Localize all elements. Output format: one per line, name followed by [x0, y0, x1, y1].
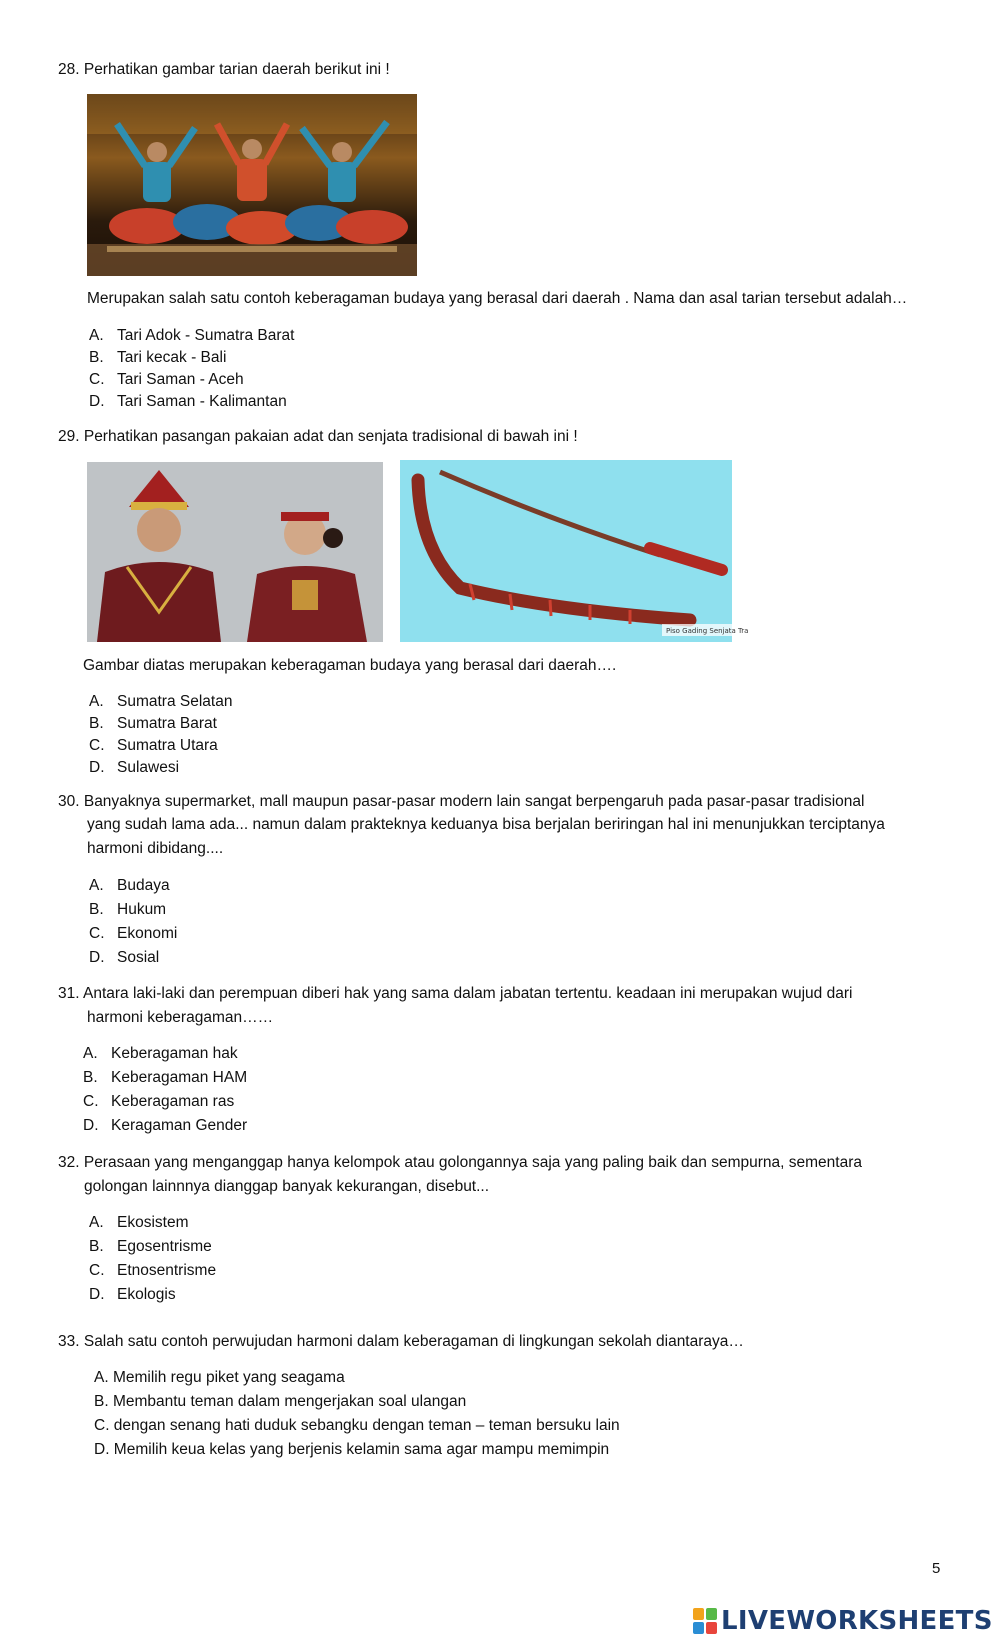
image-credit: Piso Gading Senjata Tra	[666, 627, 749, 635]
traditional-costume-photo	[87, 462, 383, 642]
logo-text: LIVEWORKSHEETS	[721, 1606, 993, 1636]
q29-option-d[interactable]: D. Sulawesi	[89, 759, 180, 776]
question-31-stem-line-2: harmoni keberagaman……	[87, 1009, 274, 1026]
dance-photo	[87, 94, 417, 276]
q30-option-b[interactable]: B. Hukum	[89, 901, 167, 918]
page-number: 5	[932, 1560, 941, 1577]
question-30-stem-line-2: yang sudah lama ada... namun dalam prakteknya keduanya bisa berjalan beriringan hal ini menunjukkan terciptanya	[87, 816, 885, 833]
question-29-stem: 29. Perhatikan pasangan pakaian adat dan senjata tradisional di bawah ini !	[58, 428, 578, 445]
q28-option-c[interactable]: C. Tari Saman - Aceh	[89, 371, 244, 388]
q30-option-d[interactable]: D. Sosial	[89, 949, 160, 966]
q32-option-b[interactable]: B. Egosentrisme	[89, 1238, 212, 1255]
question-33-stem: 33. Salah satu contoh perwujudan harmoni dalam keberagaman di lingkungan sekolah diantaraya…	[58, 1333, 744, 1350]
q30-option-c[interactable]: C. Ekonomi	[89, 925, 178, 942]
q28-option-d[interactable]: D. Tari Saman - Kalimantan	[89, 393, 287, 410]
q32-option-d[interactable]: D. Ekologis	[89, 1286, 176, 1303]
question-28-caption: Merupakan salah satu contoh keberagaman budaya yang berasal dari daerah . Nama dan asal tarian tersebut adalah…	[87, 290, 908, 307]
q32-option-c[interactable]: C. Etnosentrisme	[89, 1262, 217, 1279]
q28-option-b[interactable]: B. Tari kecak - Bali	[89, 349, 227, 366]
q31-option-b[interactable]: B. Keberagaman HAM	[83, 1069, 248, 1086]
q33-option-a[interactable]: A. Memilih regu piket yang seagama	[94, 1369, 345, 1386]
question-32-stem-line-2: golongan lainnnya dianggap banyak kekurangan, disebut...	[84, 1178, 490, 1195]
q30-option-a[interactable]: A. Budaya	[89, 877, 170, 894]
q32-option-a[interactable]: A. Ekosistem	[89, 1214, 189, 1231]
q33-option-b[interactable]: B. Membantu teman dalam mengerjakan soal ulangan	[94, 1393, 467, 1410]
question-29-caption: Gambar diatas merupakan keberagaman budaya yang berasal dari daerah….	[83, 657, 617, 674]
q29-option-b[interactable]: B. Sumatra Barat	[89, 715, 217, 732]
liveworksheets-logo[interactable]	[693, 1605, 993, 1637]
q29-option-a[interactable]: A. Sumatra Selatan	[89, 693, 233, 710]
q33-option-d[interactable]: D. Memilih keua kelas yang berjenis kelamin sama agar mampu memimpin	[94, 1441, 610, 1458]
question-32-stem-line-1: 32. Perasaan yang menganggap hanya kelompok atau golongannya saja yang paling baik dan sempurna, sementara	[58, 1154, 862, 1171]
question-31-stem-line-1: 31. Antara laki-laki dan perempuan diberi hak yang sama dalam jabatan tertentu. keadaan ini merupakan wujud dari	[58, 985, 853, 1002]
q29-option-c[interactable]: C. Sumatra Utara	[89, 737, 218, 754]
q31-option-a[interactable]: A. Keberagaman hak	[83, 1045, 238, 1062]
logo-mark-icon	[693, 1608, 717, 1634]
question-30-stem-line-1: 30. Banyaknya supermarket, mall maupun pasar-pasar modern lain sangat berpengaruh pada pasar-pasar tradisional	[58, 793, 865, 810]
question-28-stem: 28. Perhatikan gambar tarian daerah berikut ini !	[58, 61, 390, 78]
q31-option-c[interactable]: C. Keberagaman ras	[83, 1093, 235, 1110]
traditional-weapon-photo	[400, 460, 749, 642]
q31-option-d[interactable]: D. Keragaman Gender	[83, 1117, 248, 1134]
q28-option-a[interactable]: A. Tari Adok - Sumatra Barat	[89, 327, 295, 344]
q33-option-c[interactable]: C. dengan senang hati duduk sebangku dengan teman – teman bersuku lain	[94, 1417, 620, 1434]
question-30-stem-line-3: harmoni dibidang....	[87, 840, 224, 857]
